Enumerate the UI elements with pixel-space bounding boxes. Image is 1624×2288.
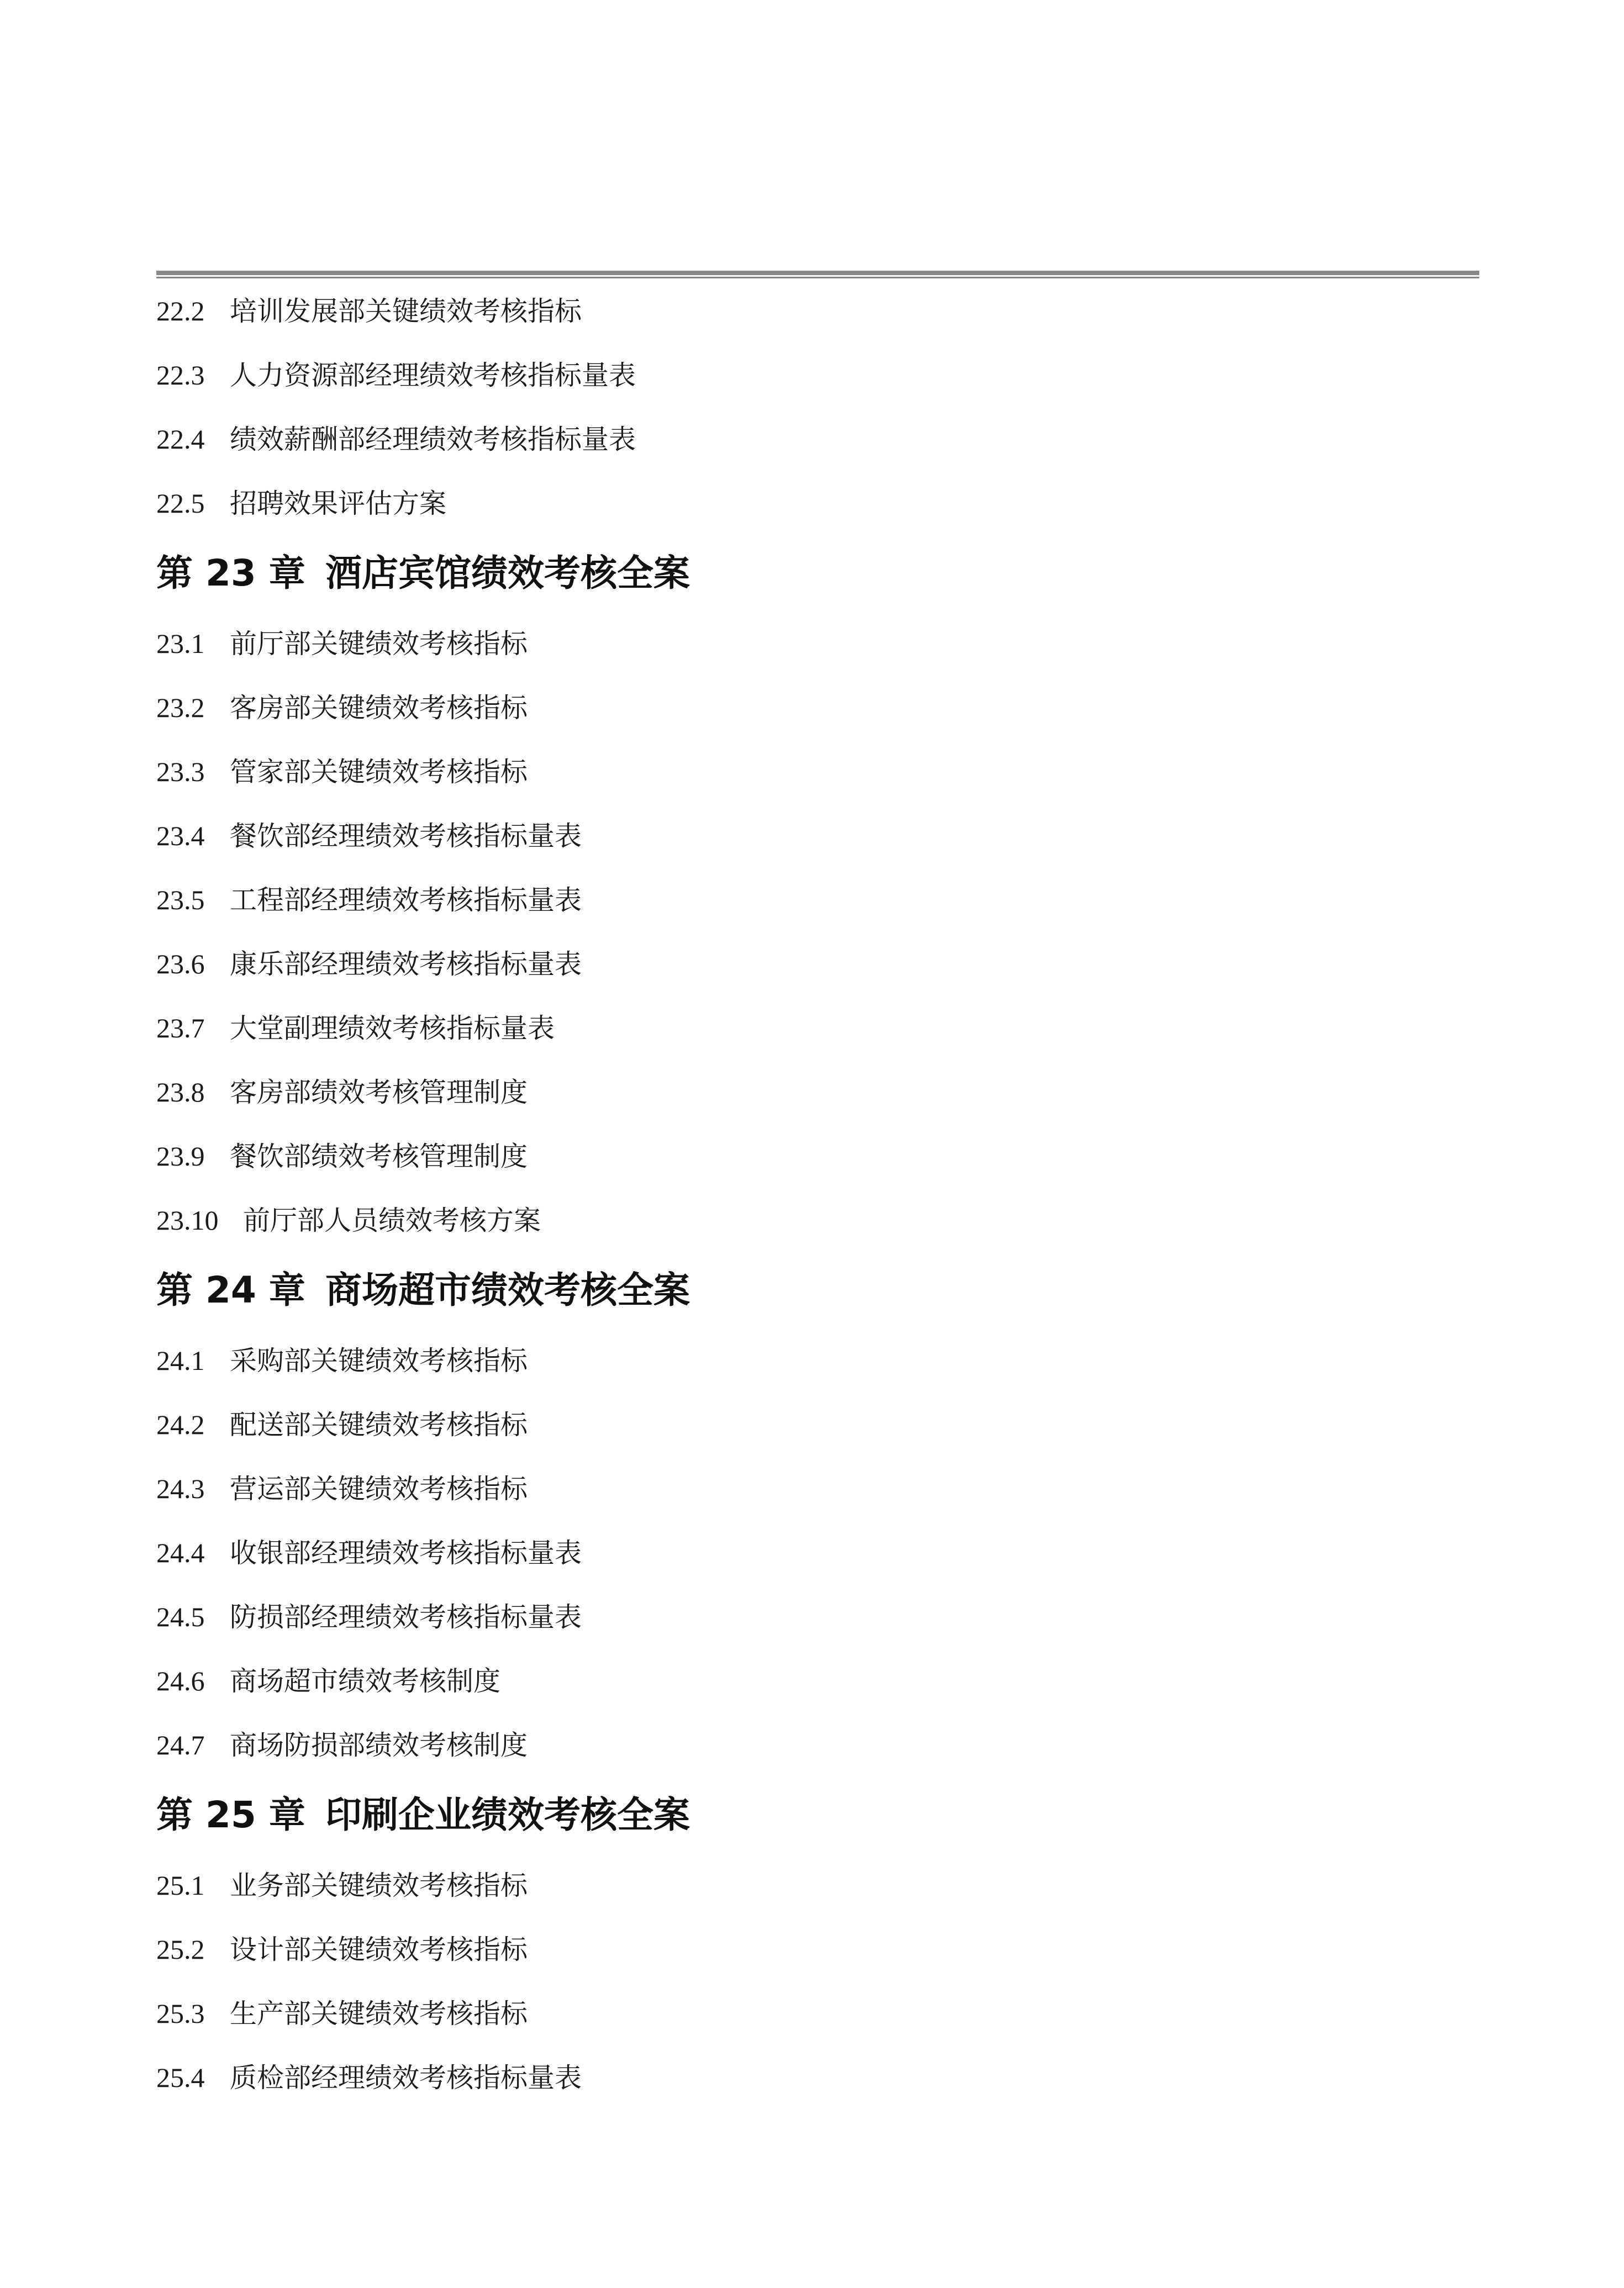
section-title: 餐饮部绩效考核管理制度	[230, 1140, 528, 1172]
section-title: 质检部经理绩效考核指标量表	[230, 2062, 582, 2094]
section-number: 22.2	[156, 296, 205, 326]
chapter-label: 第 24 章	[156, 1269, 305, 1311]
chapter-heading-23[interactable]	[156, 535, 1479, 611]
section-number: 23.2	[156, 692, 205, 723]
toc-entry-22-5[interactable]	[156, 471, 1479, 535]
section-number: 23.3	[156, 756, 205, 787]
toc-entry-23-7[interactable]	[156, 996, 1479, 1060]
toc-entry-24-6[interactable]	[156, 1649, 1479, 1713]
toc-entry-22-2[interactable]	[156, 279, 1479, 343]
section-number: 25.4	[156, 2062, 205, 2093]
section-number: 22.3	[156, 360, 205, 391]
section-number: 23.10	[156, 1205, 219, 1236]
section-number: 25.1	[156, 1870, 205, 1901]
section-number: 24.1	[156, 1345, 205, 1376]
section-number: 23.9	[156, 1141, 205, 1172]
section-number: 24.6	[156, 1665, 205, 1696]
header-rule	[156, 271, 1479, 279]
section-title: 生产部关键绩效考核指标	[230, 1997, 528, 2029]
section-number: 23.5	[156, 884, 205, 915]
section-title: 客房部关键绩效考核指标	[230, 692, 528, 724]
section-number: 23.1	[156, 628, 205, 659]
chapter-label: 第 25 章	[156, 1794, 305, 1836]
section-title: 培训发展部关键绩效考核指标	[230, 295, 582, 327]
toc-entry-22-3[interactable]	[156, 343, 1479, 407]
chapter-title: 印刷企业绩效考核全案	[325, 1794, 690, 1836]
header-rule-thick	[156, 271, 1479, 275]
section-title: 人力资源部经理绩效考核指标量表	[230, 359, 636, 391]
chapter-heading-24[interactable]	[156, 1252, 1479, 1328]
section-number: 22.4	[156, 424, 205, 455]
section-title: 客房部绩效考核管理制度	[230, 1076, 528, 1108]
section-title: 防损部经理绩效考核指标量表	[230, 1601, 582, 1633]
section-title: 采购部关键绩效考核指标	[230, 1345, 528, 1377]
section-title: 绩效薪酬部经理绩效考核指标量表	[230, 423, 636, 455]
section-number: 24.4	[156, 1537, 205, 1568]
header-rule-thin	[156, 277, 1479, 278]
section-title: 餐饮部经理绩效考核指标量表	[230, 820, 582, 852]
section-number: 23.6	[156, 948, 205, 979]
toc-entry-23-2[interactable]	[156, 676, 1479, 740]
toc-entry-23-10[interactable]	[156, 1188, 1479, 1252]
section-number: 25.3	[156, 1998, 205, 2029]
section-title: 业务部关键绩效考核指标	[230, 1869, 528, 1901]
toc-entry-25-2[interactable]	[156, 1917, 1479, 1981]
chapter-label: 第 23 章	[156, 552, 305, 594]
toc-entry-24-2[interactable]	[156, 1393, 1479, 1457]
toc-entry-23-8[interactable]	[156, 1060, 1479, 1124]
section-number: 24.3	[156, 1473, 205, 1504]
section-title: 商场防损部绩效考核制度	[230, 1729, 528, 1761]
toc-entry-23-3[interactable]	[156, 740, 1479, 804]
section-title: 前厅部人员绩效考核方案	[243, 1204, 541, 1236]
toc-entry-24-5[interactable]	[156, 1585, 1479, 1649]
section-number: 23.7	[156, 1013, 205, 1043]
toc-entry-23-5[interactable]	[156, 868, 1479, 932]
toc-entry-24-3[interactable]	[156, 1457, 1479, 1521]
toc-entry-23-6[interactable]	[156, 932, 1479, 996]
toc-list	[156, 279, 1479, 2110]
section-number: 25.2	[156, 1934, 205, 1965]
section-title: 配送部关键绩效考核指标	[230, 1409, 528, 1441]
toc-entry-24-1[interactable]	[156, 1328, 1479, 1393]
section-title: 前厅部关键绩效考核指标	[230, 628, 528, 660]
toc-entry-25-1[interactable]	[156, 1853, 1479, 1917]
section-title: 招聘效果评估方案	[230, 487, 447, 519]
section-title: 商场超市绩效考核制度	[230, 1665, 501, 1697]
section-number: 23.4	[156, 820, 205, 851]
toc-entry-24-7[interactable]	[156, 1713, 1479, 1777]
section-title: 收银部经理绩效考核指标量表	[230, 1537, 582, 1569]
chapter-title: 酒店宾馆绩效考核全案	[325, 552, 690, 594]
section-title: 管家部关键绩效考核指标	[230, 756, 528, 788]
section-number: 24.5	[156, 1601, 205, 1632]
section-title: 营运部关键绩效考核指标	[230, 1473, 528, 1505]
toc-entry-23-4[interactable]	[156, 804, 1479, 868]
toc-entry-25-4[interactable]	[156, 2046, 1479, 2110]
toc-entry-23-1[interactable]	[156, 611, 1479, 676]
section-number: 22.5	[156, 488, 205, 519]
section-title: 大堂副理绩效考核指标量表	[230, 1012, 555, 1044]
section-title: 康乐部经理绩效考核指标量表	[230, 948, 582, 980]
toc-entry-24-4[interactable]	[156, 1521, 1479, 1585]
section-number: 23.8	[156, 1077, 205, 1108]
section-title: 工程部经理绩效考核指标量表	[230, 884, 582, 916]
section-number: 24.7	[156, 1730, 205, 1760]
chapter-title: 商场超市绩效考核全案	[325, 1269, 690, 1311]
toc-entry-25-3[interactable]	[156, 1981, 1479, 2046]
section-title: 设计部关键绩效考核指标	[230, 1933, 528, 1965]
section-number: 24.2	[156, 1409, 205, 1440]
toc-entry-23-9[interactable]	[156, 1124, 1479, 1188]
toc-entry-22-4[interactable]	[156, 407, 1479, 471]
chapter-heading-25[interactable]	[156, 1777, 1479, 1853]
